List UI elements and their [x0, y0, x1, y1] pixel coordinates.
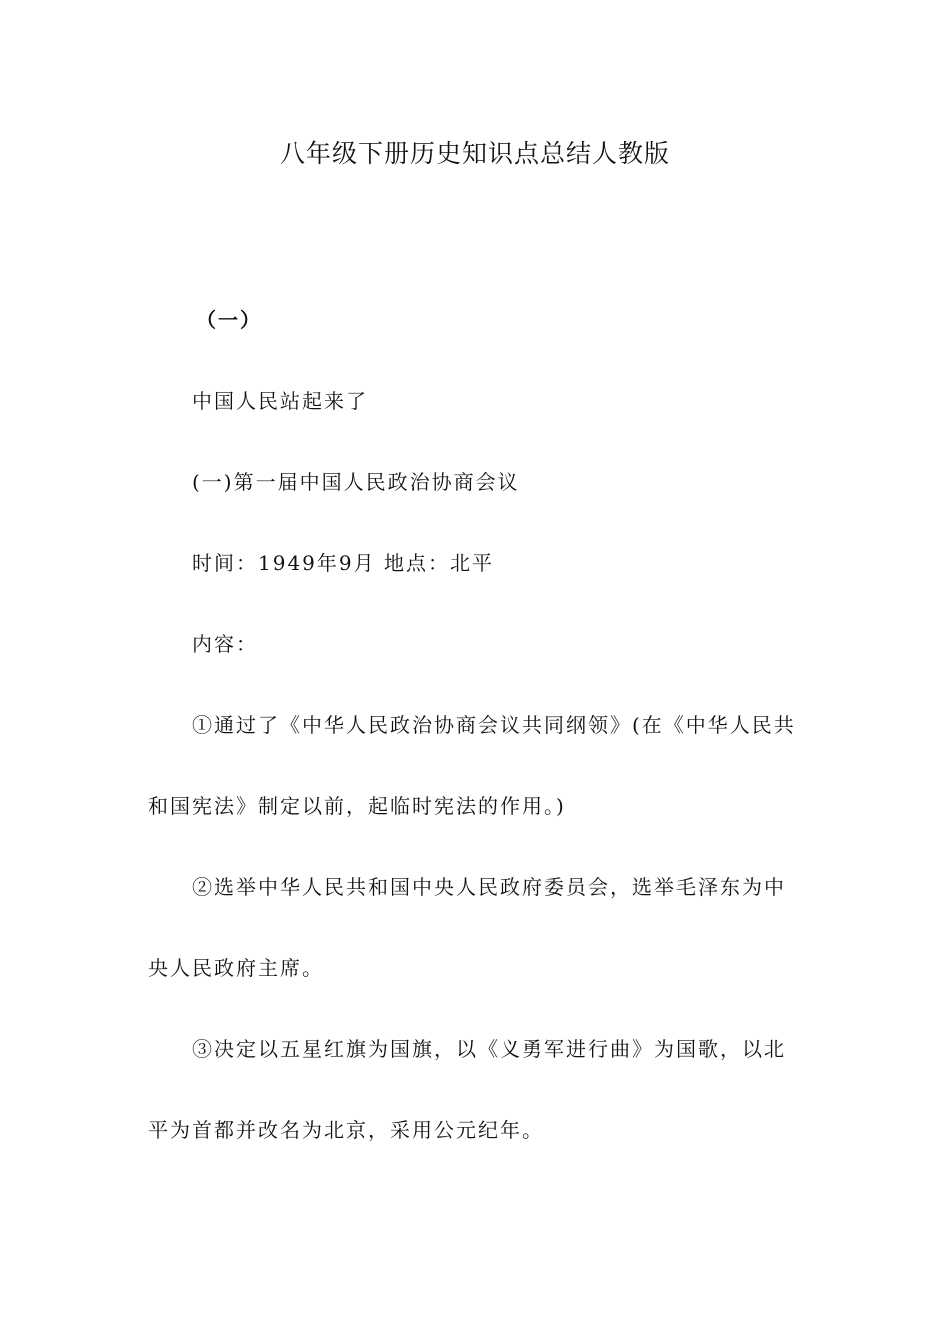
content-item-3: ③决定以五星红旗为国旗，以《义勇军进行曲》为国歌，以北平为首都并改名为北京，采用公元纪年。	[148, 1037, 786, 1142]
content-item-1: ①通过了《中华人民政治协商会议共同纲领》(在《中华人民共和国宪法》制定以前，起临时宪法的作用。)	[148, 713, 796, 818]
content-item-2: ②选举中华人民共和国中央人民政府委员会，选举毛泽东为中央人民政府主席。	[148, 875, 786, 980]
section-number: （一）	[196, 308, 262, 332]
document-body	[148, 280, 802, 1171]
topic-heading: (一)第一届中国人民政治协商会议	[192, 470, 520, 494]
time-place-line: 时间：1949年9月 地点：北平	[192, 551, 494, 575]
document-title: 八年级下册历史知识点总结人教版	[279, 139, 670, 168]
content-label: 内容：	[192, 632, 258, 656]
lesson-heading: 中国人民站起来了	[192, 389, 368, 413]
